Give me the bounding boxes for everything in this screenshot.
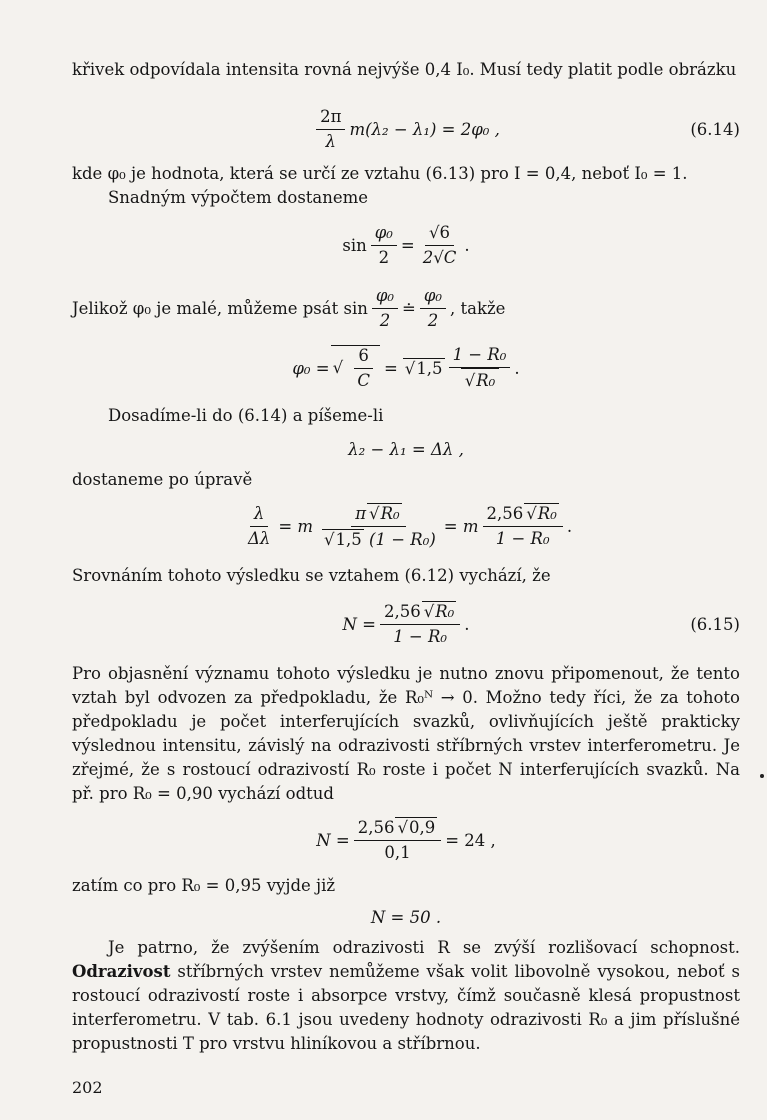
denominator: λ xyxy=(325,131,336,151)
equation-number: (6.14) xyxy=(690,119,740,139)
equation-phi xyxy=(72,340,740,396)
period: . xyxy=(464,235,470,255)
fraction xyxy=(449,345,511,391)
sqrt: √ 0,9 xyxy=(395,817,437,838)
equation-n-50: N = 50 . xyxy=(370,907,442,927)
equation-delta-lambda: λ₂ − λ₁ = Δλ , xyxy=(348,439,464,459)
paragraph-line: Snadným výpočtem dostaneme xyxy=(108,188,369,207)
lhs: N = xyxy=(316,830,350,850)
paragraph-conclusion xyxy=(72,936,740,1056)
sin-label: sin xyxy=(342,235,367,255)
fraction xyxy=(353,346,374,391)
paragraph-comparison: Srovnáním tohoto výsledku se vztahem (6.12) vychází, že xyxy=(72,566,551,585)
period: . xyxy=(464,614,470,634)
denominator: √ R₀ xyxy=(461,368,500,391)
numerator: λ xyxy=(250,504,268,527)
equation-result xyxy=(72,496,740,556)
equation-6-15 xyxy=(72,594,740,654)
numerator: φ₀ xyxy=(420,286,446,309)
denominator: 1 − R₀ xyxy=(393,627,448,646)
equals: = xyxy=(383,358,398,378)
equals-m: = m xyxy=(443,516,479,536)
fraction xyxy=(371,223,397,268)
equation-sin xyxy=(72,218,740,272)
fraction xyxy=(483,503,563,549)
text-run: Jelikož φ₀ je malé, můžeme psát sin xyxy=(72,298,368,318)
numerator: φ₀ xyxy=(371,223,397,246)
approx-equals: ≐ xyxy=(402,298,416,318)
lhs: φ₀ = xyxy=(292,358,330,378)
denominator: 2 xyxy=(427,311,439,330)
fraction xyxy=(317,503,440,550)
pi: π xyxy=(355,503,367,523)
period: . xyxy=(566,516,573,536)
coefficient: 2,56 xyxy=(357,818,395,837)
fraction xyxy=(244,504,274,549)
margin-mark xyxy=(760,774,764,778)
text-run: , takže xyxy=(450,298,506,318)
fraction xyxy=(372,286,398,331)
paragraph-substitute: Dosadíme-li do (6.14) a píšeme-li xyxy=(108,406,384,425)
period: . xyxy=(514,358,520,378)
text-run-bold: Odrazivost xyxy=(72,962,171,981)
paragraph-line: kde φ₀ je hodnota, která se určí ze vztahu (6.13) pro I = 0,4, neboť I₀ = 1. xyxy=(72,164,688,183)
numerator: √ 6 xyxy=(354,346,373,369)
paragraph-after: dostaneme po úpravě xyxy=(72,470,253,489)
equation-rest: m(λ₂ − λ₁) = 2φ₀ , xyxy=(349,119,500,139)
paragraph-while: zatím co pro R₀ = 0,95 vyjde již xyxy=(72,876,336,895)
factor: (1 − R₀) xyxy=(369,529,436,549)
fraction xyxy=(419,223,461,268)
fraction xyxy=(420,286,446,331)
fraction xyxy=(316,107,345,152)
result: = 24 , xyxy=(445,830,496,850)
denominator: 2 xyxy=(378,247,390,267)
equals: = xyxy=(400,235,415,255)
equation-6-14 xyxy=(72,104,740,154)
denominator: 1 − R₀ xyxy=(495,529,550,548)
text-run: stříbrných vrstev nemůžeme však volit libovolně vysokou, neboť s rostoucí odrazivostí roste i absorpce vrstvy, čímž současně klesá propustnost interferometru. V tab. 6.1 jsou uvedeny hodnoty odrazivosti R₀ a jim příslušné propustnosti T pro vrstvu hliníkovou a stříbrnou. xyxy=(72,962,740,1053)
coefficient: 2,56 xyxy=(486,504,524,523)
sqrt: √ R₀ xyxy=(524,503,559,524)
paragraph-where xyxy=(72,162,740,210)
text-run: Je patrno, že zvýšením odrazivosti R se zvýší rozlišovací schopnost. xyxy=(108,938,740,957)
sqrt xyxy=(331,345,380,391)
equation-n-24 xyxy=(72,810,740,870)
sqrt: √ R₀ xyxy=(422,601,457,622)
coefficient: 2,56 xyxy=(383,602,421,621)
sqrt: √ 1,5 xyxy=(403,358,445,378)
numerator: √6 xyxy=(425,223,454,246)
equation-number: (6.15) xyxy=(690,614,740,634)
denominator: C xyxy=(357,371,370,390)
page-number: 202 xyxy=(72,1078,103,1097)
numerator: φ₀ xyxy=(372,286,398,309)
fraction xyxy=(380,601,460,647)
numerator: 2π xyxy=(316,107,345,130)
sqrt: √ R₀ xyxy=(367,503,402,524)
equals-m: = m xyxy=(278,516,314,536)
denominator: 2 xyxy=(379,311,391,330)
fraction xyxy=(354,817,442,863)
denominator: Δλ xyxy=(247,528,271,548)
denominator: 0,1 xyxy=(384,843,411,862)
lhs: N = xyxy=(342,614,376,634)
paragraph-explanation: Pro objasnění významu tohoto výsledku je nutno znovu připomenout, že tento vztah byl odvozen za předpokladu, že R₀ᴺ → 0. Možno tedy říci, že za tohoto předpokladu je počet interferujících svazků, ovlivňujících ještě prakticky výslednou intensitu, závislý na odrazivosti stříbrných vrstev interferometru. Je zřejmé, že s rostoucí odrazivostí R₀ roste i počet N interferujících svazků. Na př. pro R₀ = 0,90 vychází odtud xyxy=(72,664,740,803)
paragraph-intro: křivek odpovídala intensita rovná nejvýše 0,4 I₀. Musí tedy platit podle obrázku xyxy=(72,60,737,79)
paragraph-small-angle xyxy=(72,286,740,331)
sqrt: √ 1,5 xyxy=(322,529,364,550)
denominator: 2√C xyxy=(422,247,457,267)
numerator: 1 − R₀ xyxy=(449,345,511,368)
